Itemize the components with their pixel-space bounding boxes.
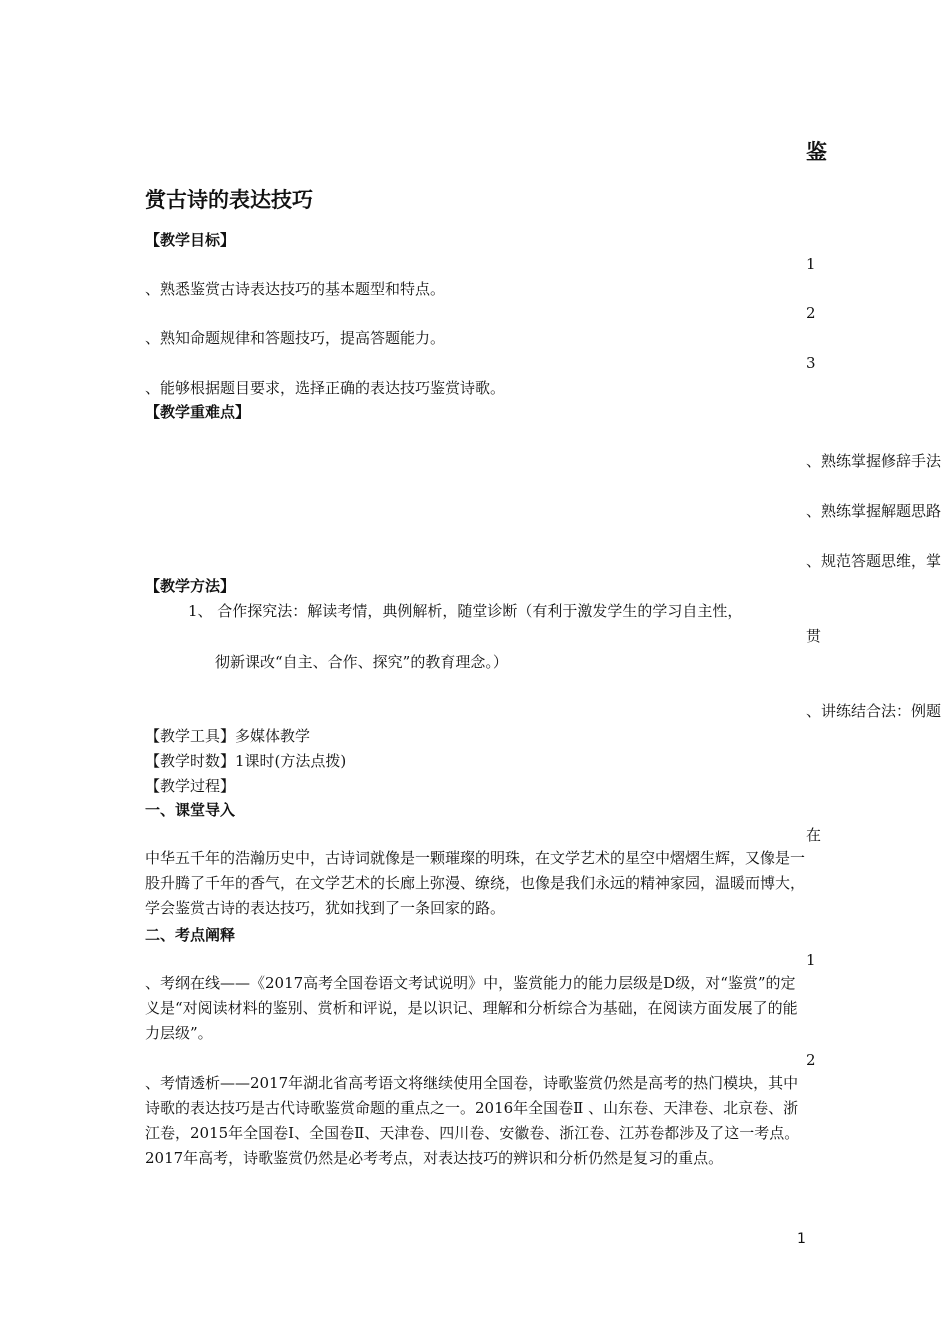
key-point-3: 、规范答题思维，掌 [806,552,942,570]
process-heading: 【教学过程】 [145,777,236,795]
method-1-line-1: 1、 合作探究法：解读考情，典例解析，随堂诊断（有利于激发学生的学习自主性， [188,602,743,620]
section-2-p2-number: 2 [806,1051,816,1069]
method-2: 、讲练结合法：例题 [806,702,942,720]
key-points-heading: 【教学重难点】 [145,403,251,421]
objective-item-3: 、能够根据题目要求，选择正确的表达技巧鉴赏诗歌。 [145,379,506,397]
section-2-paragraph-2: 、考情透析——2017年湖北省高考语文将继续使用全国卷，诗歌鉴赏仍然是高考的热门模块，其中诗歌的表达技巧是古代诗歌鉴赏命题的重点之一。2016年全国卷Ⅱ 、山东卷、天津卷、北京卷、浙江卷，2015年全国卷Ⅰ、全国卷Ⅱ、天津卷、四川卷、安徽卷、浙江卷、江苏卷都涉及了这一考点。2017年高考，诗歌鉴赏仍然是必考考点，对表达技巧的辨识和分析仍然是复习的重点。 [145,1074,800,1167]
methods-heading: 【教学方法】 [145,577,236,595]
section-1-paragraph: 中华五千年的浩瀚历史中，古诗词就像是一颗璀璨的明珠，在文学艺术的星空中熠熠生辉，又像是一股升腾了千年的香气，在文学艺术的长廊上弥漫、缭绕，也像是我们永远的精神家园，温暖而博大，学会鉴赏古诗的表达技巧，犹如找到了一条回家的路。 [145,849,806,917]
section-2-paragraph-1: 、考纲在线——《2017高考全国卷语文考试说明》中，鉴赏能力的能力层级是D级，对“鉴赏”的定义是“对阅读材料的鉴别、赏析和评说，是以识记、理解和分析综合为基础，在阅读方面发展了的能力层级”。 [145,974,798,1042]
objective-item-1: 、熟悉鉴赏古诗表达技巧的基本题型和特点。 [145,280,446,298]
title-first-char: 鉴 [806,140,827,164]
objective-number-2: 2 [806,304,816,322]
key-point-1: 、熟练掌握修辞手法 [806,452,942,470]
method-1-tail-char: 贯 [806,627,822,645]
method-1-line-2: 彻新课改“自主、合作、探究”的教育理念。） [215,653,508,671]
title-rest: 赏古诗的表达技巧 [145,188,313,212]
objective-number-3: 3 [806,354,816,372]
section-2-p1-number: 1 [806,951,816,969]
objectives-heading: 【教学目标】 [145,231,236,249]
page-number: 1 [797,1231,806,1247]
hours-line: 【教学时数】1课时(方法点拨) [145,752,347,770]
section-1-lead-char: 在 [806,826,822,844]
objective-item-2: 、熟知命题规律和答题技巧，提高答题能力。 [145,329,446,347]
key-point-2: 、熟练掌握解题思路 [806,502,942,520]
section-1-heading: 一、课堂导入 [145,801,236,819]
objective-number-1: 1 [806,255,816,273]
tools-line: 【教学工具】多媒体教学 [145,727,311,745]
section-2-heading: 二、考点阐释 [145,926,236,944]
